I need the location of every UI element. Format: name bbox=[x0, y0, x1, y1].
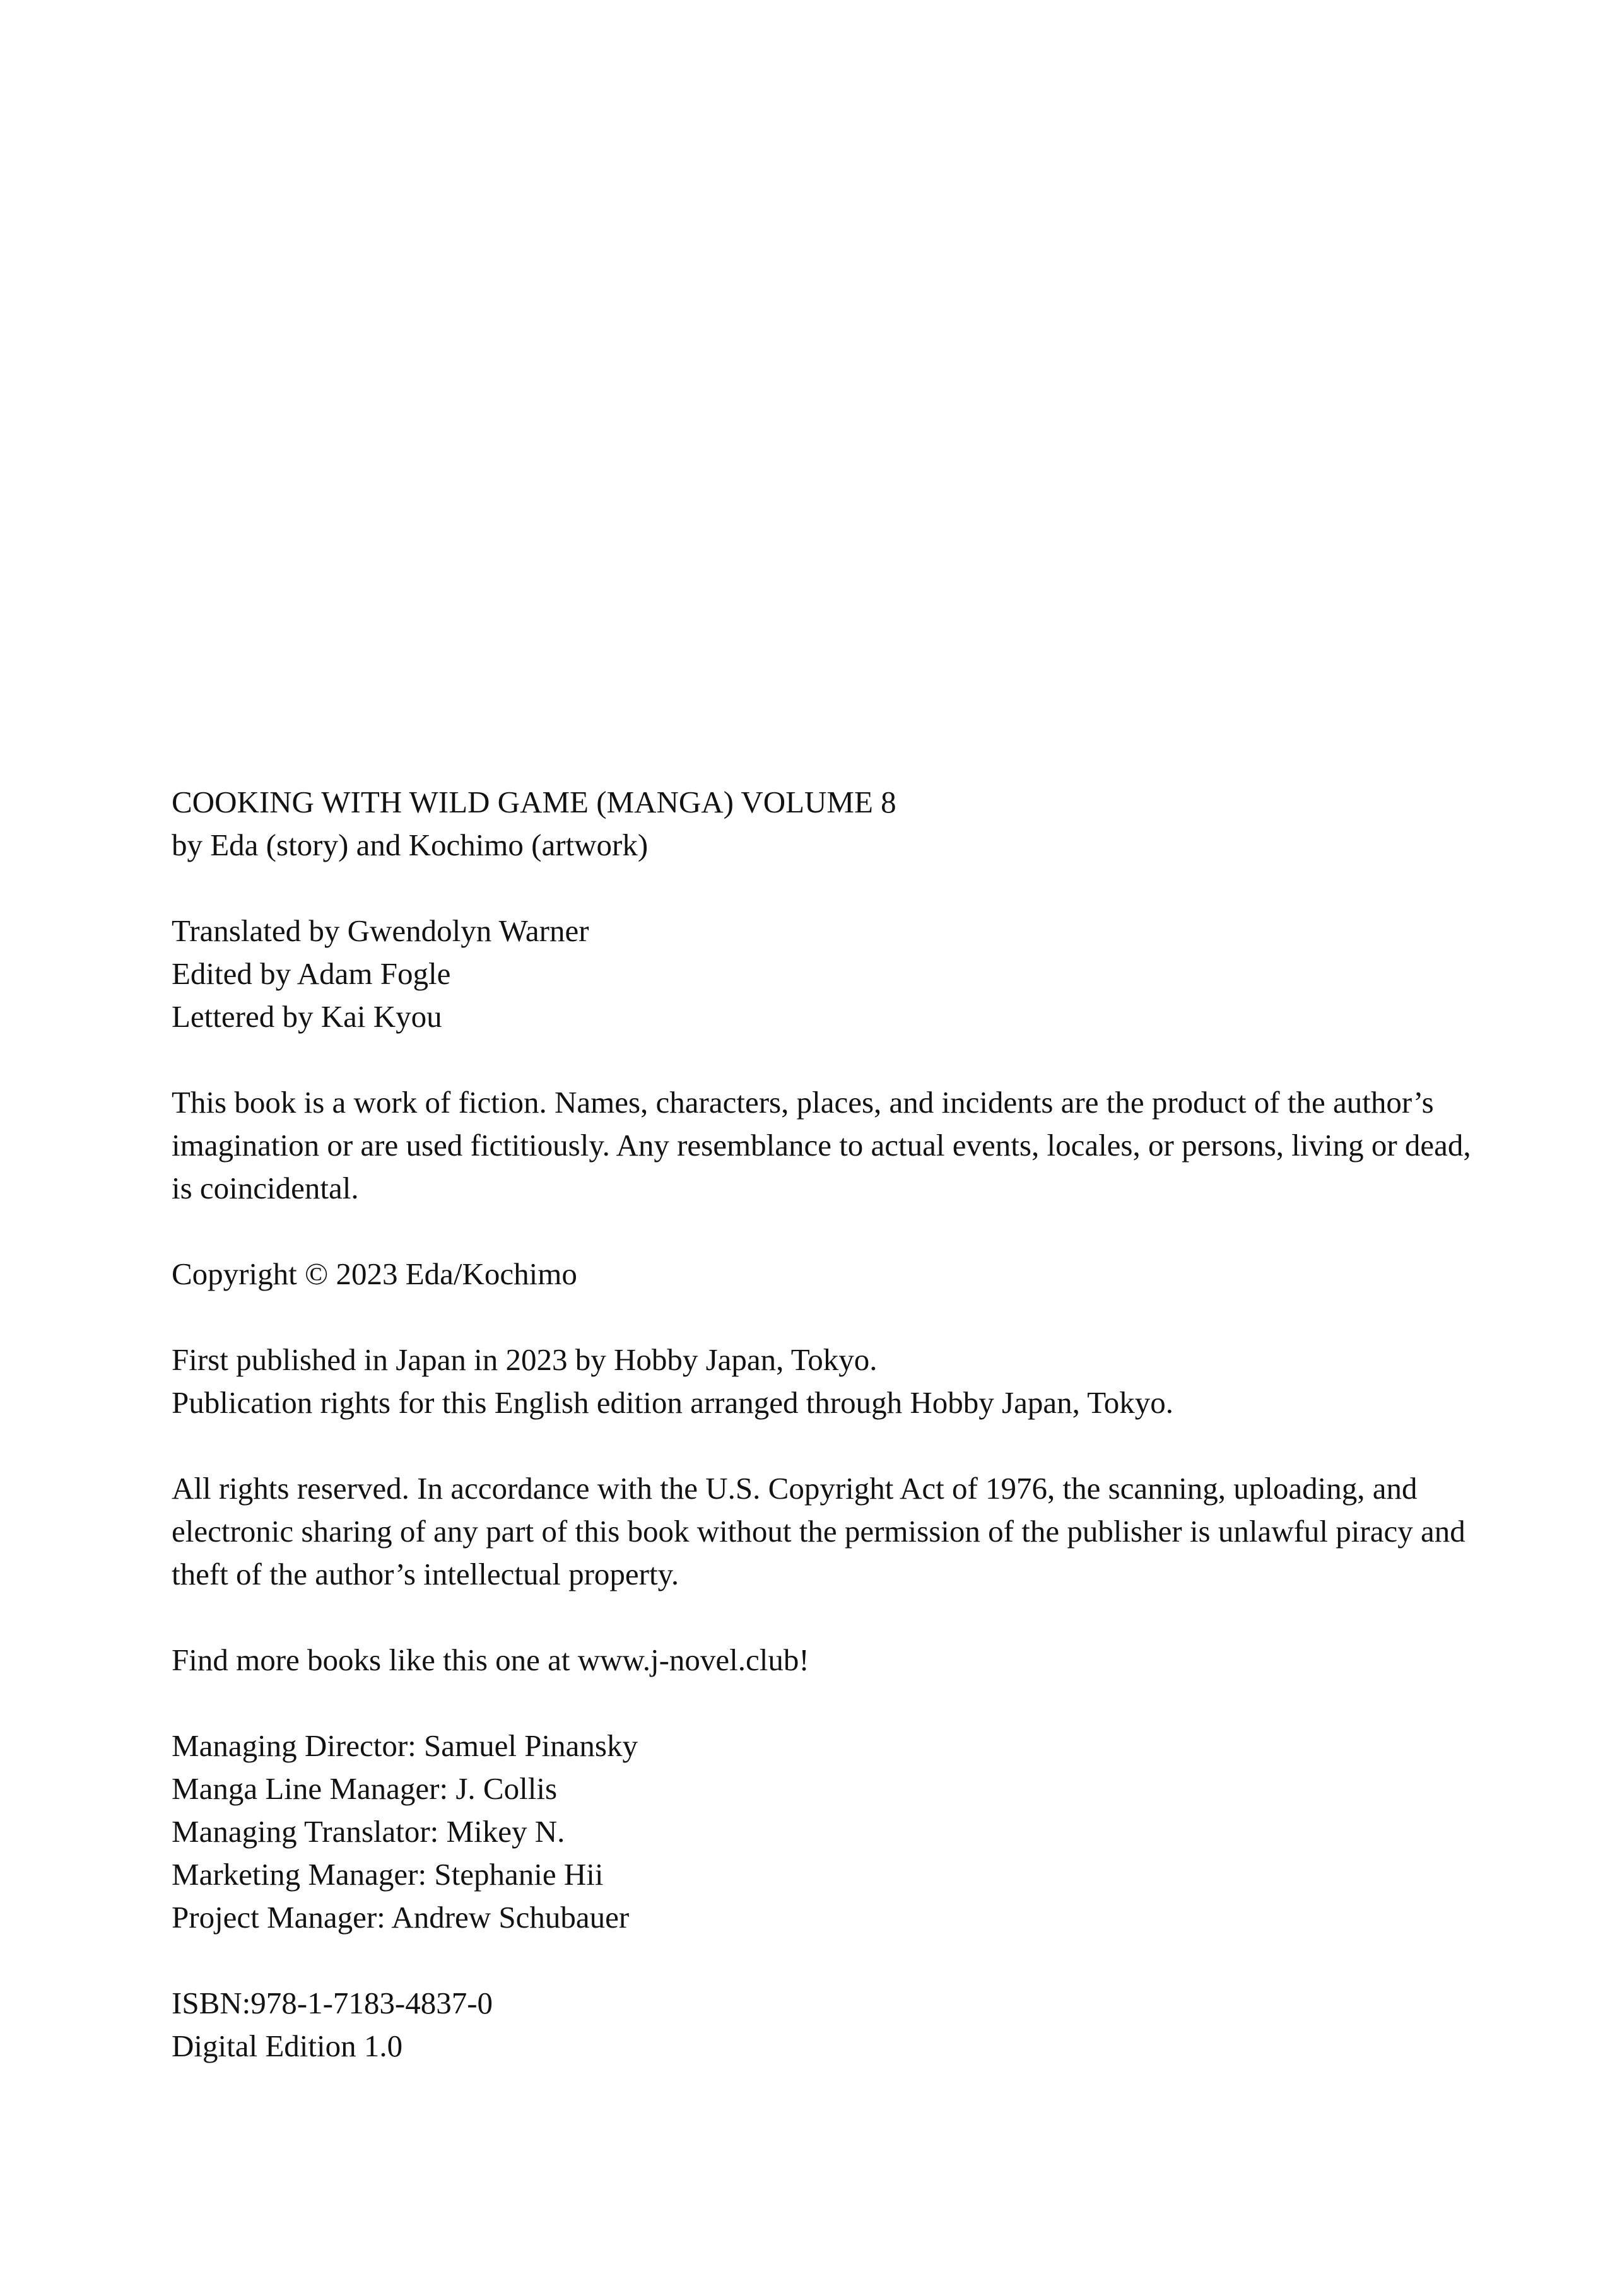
credit-translated: Translated by Gwendolyn Warner bbox=[172, 913, 589, 948]
credit-edited: Edited by Adam Fogle bbox=[172, 956, 451, 991]
rights-notice: All rights reserved. In accordance with the U.S. Copyright Act of 1976, the scanning, uploading, and electronic sharing of any part of this book without the permission of the publisher is unlawful piracy and theft of the author’s intellectual property. bbox=[172, 1471, 1465, 1591]
staff-project-manager: Project Manager: Andrew Schubauer bbox=[172, 1900, 630, 1935]
staff-manga-line-manager: Manga Line Manager: J. Collis bbox=[172, 1771, 558, 1806]
fiction-disclaimer: This book is a work of fiction. Names, characters, places, and incidents are the product of the author’s imagination or are used fictitiously. Any resemblance to actual events, locales, or persons, living or dead, is coincidental. bbox=[172, 1085, 1471, 1205]
isbn-block bbox=[172, 1982, 1471, 2068]
copyright-line: Copyright © 2023 Eda/Kochimo bbox=[172, 1256, 577, 1291]
isbn-line: ISBN:978-1-7183-4837-0 bbox=[172, 1986, 493, 2020]
staff-managing-director: Managing Director: Samuel Pinansky bbox=[172, 1728, 638, 1763]
byline: by Eda (story) and Kochimo (artwork) bbox=[172, 828, 649, 862]
publication-block bbox=[172, 1338, 1471, 1424]
book-title: COOKING WITH WILD GAME (MANGA) VOLUME 8 bbox=[172, 785, 896, 819]
title-block bbox=[172, 781, 1471, 867]
colophon-text-block bbox=[172, 781, 1471, 2068]
publication-line-2: Publication rights for this English edition arranged through Hobby Japan, Tokyo. bbox=[172, 1385, 1173, 1420]
staff-block bbox=[172, 1725, 1471, 1939]
credit-lettered: Lettered by Kai Kyou bbox=[172, 999, 442, 1034]
promo-line: Find more books like this one at www.j-novel.club! bbox=[172, 1643, 809, 1677]
publication-line-1: First published in Japan in 2023 by Hobby Japan, Tokyo. bbox=[172, 1342, 878, 1377]
edition-line: Digital Edition 1.0 bbox=[172, 2029, 403, 2063]
credits-block bbox=[172, 910, 1471, 1038]
staff-marketing-manager: Marketing Manager: Stephanie Hii bbox=[172, 1857, 604, 1892]
staff-managing-translator: Managing Translator: Mikey N. bbox=[172, 1814, 565, 1849]
